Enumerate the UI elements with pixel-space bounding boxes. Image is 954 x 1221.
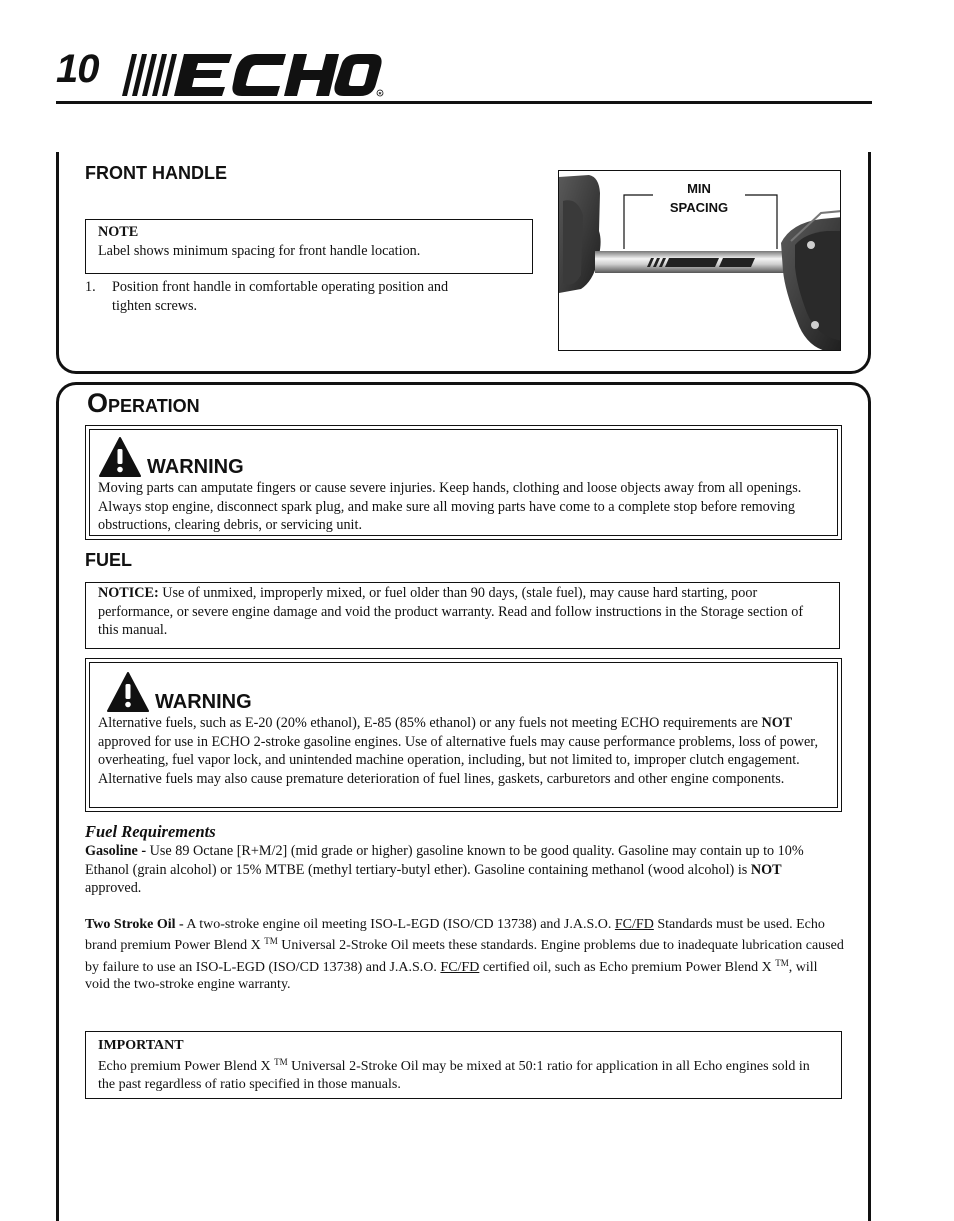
step-number: 1. bbox=[85, 279, 96, 295]
oil-fcfd-1: FC/FD bbox=[614, 917, 654, 932]
page-header bbox=[56, 44, 872, 104]
note-title: NOTE bbox=[98, 224, 139, 240]
step-text-line1: Position front handle in comfortable operating position and bbox=[112, 279, 449, 295]
important-text-b: Universal 2-Stroke Oil may be mixed at 50:1 ratio for application in all Echo engines sold in the past regardless of ratio specified in those manuals. bbox=[98, 1059, 810, 1092]
notice-box bbox=[85, 582, 840, 649]
warning-2-text-a: Alternative fuels, such as E-20 (20% ethanol), E-85 (85% ethanol) or any fuels not meeting ECHO requirements are bbox=[98, 715, 762, 731]
fuel-heading: FUEL bbox=[85, 550, 132, 570]
warning-2-text bbox=[98, 714, 829, 788]
important-box bbox=[85, 1031, 842, 1099]
gasoline-label: Gasoline - bbox=[85, 843, 147, 859]
warning-box-1-inner bbox=[89, 429, 838, 536]
warning-triangle-icon bbox=[106, 671, 150, 713]
fuel-requirements-title: Fuel Requirements bbox=[85, 822, 216, 841]
note-text: Label shows minimum spacing for front handle location. bbox=[98, 242, 421, 259]
warning-1-text: Moving parts can amputate fingers or cause severe injuries. Keep hands, clothing and loose objects away from all openings. Always stop engine, disconnect spark plug, and make sure all moving parts have come to a complete stop before removing obstructions, clearing debris, or servicing unit. bbox=[98, 480, 802, 533]
warning-2-title: WARNING bbox=[155, 691, 252, 713]
operation-heading-rest: PERATION bbox=[108, 396, 200, 416]
note-box bbox=[85, 219, 533, 274]
min-spacing-label bbox=[654, 179, 744, 217]
step-text-line2: tighten screws. bbox=[112, 297, 198, 314]
oil-text-d: certified oil, such as Echo premium Power Blend X bbox=[479, 959, 776, 975]
oil-text-a: A two-stroke engine oil meeting ISO-L-EGD (ISO/CD 13738) and J.A.S.O. bbox=[183, 917, 615, 932]
warning-2-not: NOT bbox=[761, 715, 793, 731]
warning-triangle-icon bbox=[98, 436, 142, 478]
oil-text-e: , will void the two-stroke engine warranty. bbox=[85, 959, 818, 992]
important-title: IMPORTANT bbox=[98, 1038, 184, 1053]
notice-label: NOTICE: bbox=[98, 585, 159, 601]
tm-mark: TM bbox=[775, 957, 789, 968]
important-text-a: Echo premium Power Blend X bbox=[98, 1059, 275, 1075]
gasoline-paragraph bbox=[85, 842, 837, 898]
oil-label: Two Stroke Oil - bbox=[85, 917, 184, 932]
front-handle-heading: FRONT HANDLE bbox=[85, 163, 227, 183]
two-stroke-oil-paragraph bbox=[85, 916, 845, 993]
step-1 bbox=[85, 278, 525, 315]
oil-fcfd-2: FC/FD bbox=[440, 959, 480, 975]
warning-1-header bbox=[98, 434, 829, 478]
min-spacing-label-line2: SPACING bbox=[669, 200, 729, 215]
tm-mark: TM bbox=[274, 1057, 288, 1068]
operation-heading-cap: O bbox=[87, 388, 109, 418]
svg-text:R: R bbox=[378, 90, 382, 96]
gasoline-text: Use 89 Octane [R+M/2] (mid grade or higher) gasoline known to be good quality. Gasoline may contain up to 10% Ethanol (grain alcohol) or 15% MTBE (methyl tertiary-butyl ether). Gasoline containing methanol (wood alcohol) is bbox=[85, 843, 804, 878]
warning-2-header bbox=[98, 669, 829, 713]
warning-1-title: WARNING bbox=[147, 456, 244, 478]
gasoline-end: approved. bbox=[85, 880, 142, 896]
warning-box-2 bbox=[85, 658, 842, 812]
oil-text-c: Universal 2-Stroke Oil meets these standards. Engine problems due to inadequate lubrication caused by failure to use an ISO-L-EGD (ISO/CD 13738) and J.A.S.O. bbox=[85, 938, 844, 975]
tm-mark: TM bbox=[264, 936, 278, 947]
gasoline-not: NOT bbox=[750, 861, 782, 878]
min-spacing-label-line1: MIN bbox=[687, 181, 711, 196]
warning-box-2-inner bbox=[89, 662, 838, 808]
important-text bbox=[98, 1054, 829, 1093]
page-number: 10 bbox=[56, 47, 99, 91]
echo-logo bbox=[114, 46, 386, 98]
notice-text: Use of unmixed, improperly mixed, or fuel older than 90 days, (stale fuel), may cause hard starting, poor performance, or severe engine damage and void the product warranty. Read and follow instructions in the Storage section of this manual. bbox=[98, 585, 804, 638]
oil-text-b: Standards must be used. Echo brand premium Power Blend X bbox=[85, 917, 825, 954]
front-handle-figure bbox=[558, 170, 841, 351]
warning-box-1 bbox=[85, 425, 842, 540]
operation-heading bbox=[87, 388, 200, 419]
warning-2-text-b: approved for use in ECHO 2-stroke gasoline engines. Use of alternative fuels may cause performance problems, loss of power, overheating, fuel vapor lock, and unintended machine operation, including, but not limited to, improper clutch engagement. Alternative fuels may also cause premature deterioration of fuel lines, gaskets, carburetors and other engine components. bbox=[98, 733, 819, 787]
